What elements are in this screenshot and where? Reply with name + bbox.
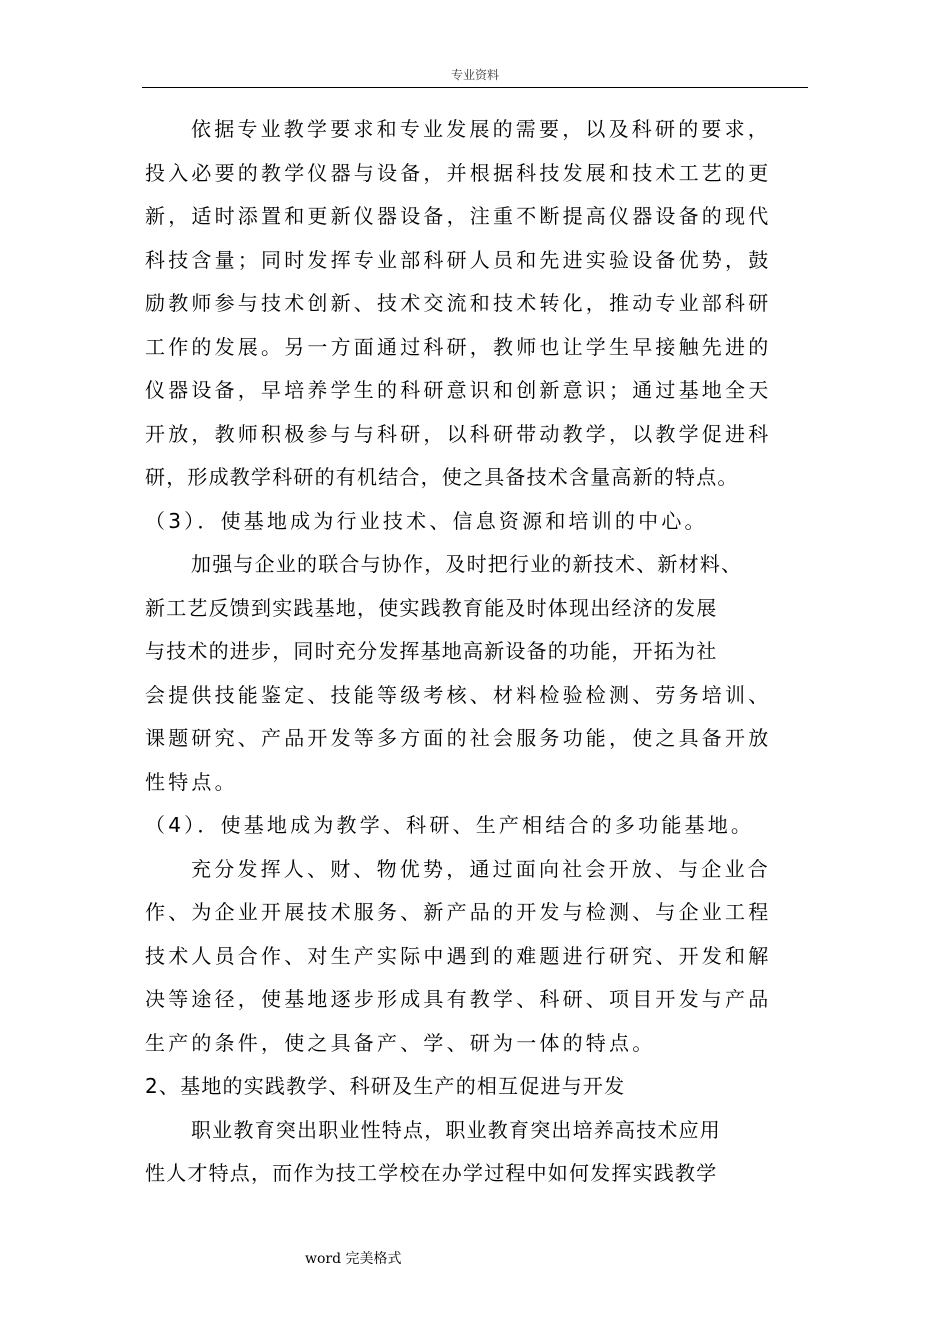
paragraph-line: 加强与企业的联合与协作，及时把行业的新技术、新材料、 <box>191 552 743 576</box>
paragraph-line: 仪器设备，早培养学生的科研意识和创新意识；通过基地全天 <box>145 378 772 402</box>
section-heading: （4）．使基地成为教学、科研、生产相结合的多功能基地。 <box>145 813 755 837</box>
paragraph-line: 课题研究、产品开发等多方面的社会服务功能，使之具备开放 <box>145 726 772 750</box>
paragraph-line: 依据专业教学要求和专业发展的需要，以及科研的要求， <box>191 117 771 141</box>
paragraph-line: 新工艺反馈到实践基地，使实践教育能及时体现出经济的发展 <box>145 595 718 620</box>
paragraph-line: 投入必要的教学仪器与设备，并根据科技发展和技术工艺的更 <box>145 160 772 185</box>
paragraph-line: 新，适时添置和更新仪器设备，注重不断提高仪器设备的现代 <box>145 204 772 228</box>
document-body <box>145 108 805 1196</box>
section-heading: （3）．使基地成为行业技术、信息资源和培训的中心。 <box>145 508 708 533</box>
paragraph-line: 励教师参与技术创新、技术交流和技术转化，推动专业部科研 <box>145 291 772 315</box>
paragraph-line: 与技术的进步，同时充分发挥基地高新设备的功能，开拓为社 <box>145 639 718 663</box>
header-divider <box>142 87 808 88</box>
paragraph-line: 决等途径，使基地逐步形成具有教学、科研、项目开发与产品 <box>145 987 772 1011</box>
page-footer: word 完美格式 <box>305 1251 402 1267</box>
paragraph-line: 作、为企业开展技术服务、新产品的开发与检测、与企业工程 <box>145 900 772 924</box>
section-heading: 2、基地的实践教学、科研及生产的相互促进与开发 <box>145 1074 626 1098</box>
paragraph-line: 工作的发展。另一方面通过科研，教师也让学生早接触先进的 <box>145 334 772 359</box>
paragraph-line: 研，形成教学科研的有机结合，使之具备技术含量高新的特点。 <box>145 465 739 489</box>
paragraph-line: 性特点。 <box>145 769 238 794</box>
paragraph-line: 技术人员合作、对生产实际中遇到的难题进行研究、开发和解 <box>145 943 772 968</box>
paragraph-line: 充分发挥人、财、物优势，通过面向社会开放、与企业合 <box>191 856 771 881</box>
paragraph-line: 生产的条件，使之具备产、学、研为一体的特点。 <box>145 1030 656 1055</box>
paragraph-line: 会提供技能鉴定、技能等级考核、材料检验检测、劳务培训、 <box>145 682 772 707</box>
paragraph-line: 性人才特点，而作为技工学校在办学过程中如何发挥实践教学 <box>145 1161 718 1185</box>
paragraph-line: 开放，教师积极参与与科研，以科研带动教学，以教学促进科 <box>145 421 772 446</box>
paragraph-line: 科技含量；同时发挥专业部科研人员和先进实验设备优势，鼓 <box>145 247 772 272</box>
paragraph-line: 职业教育突出职业性特点，职业教育突出培养高技术应用 <box>191 1117 721 1142</box>
page-header: 专业资料 <box>450 68 499 82</box>
